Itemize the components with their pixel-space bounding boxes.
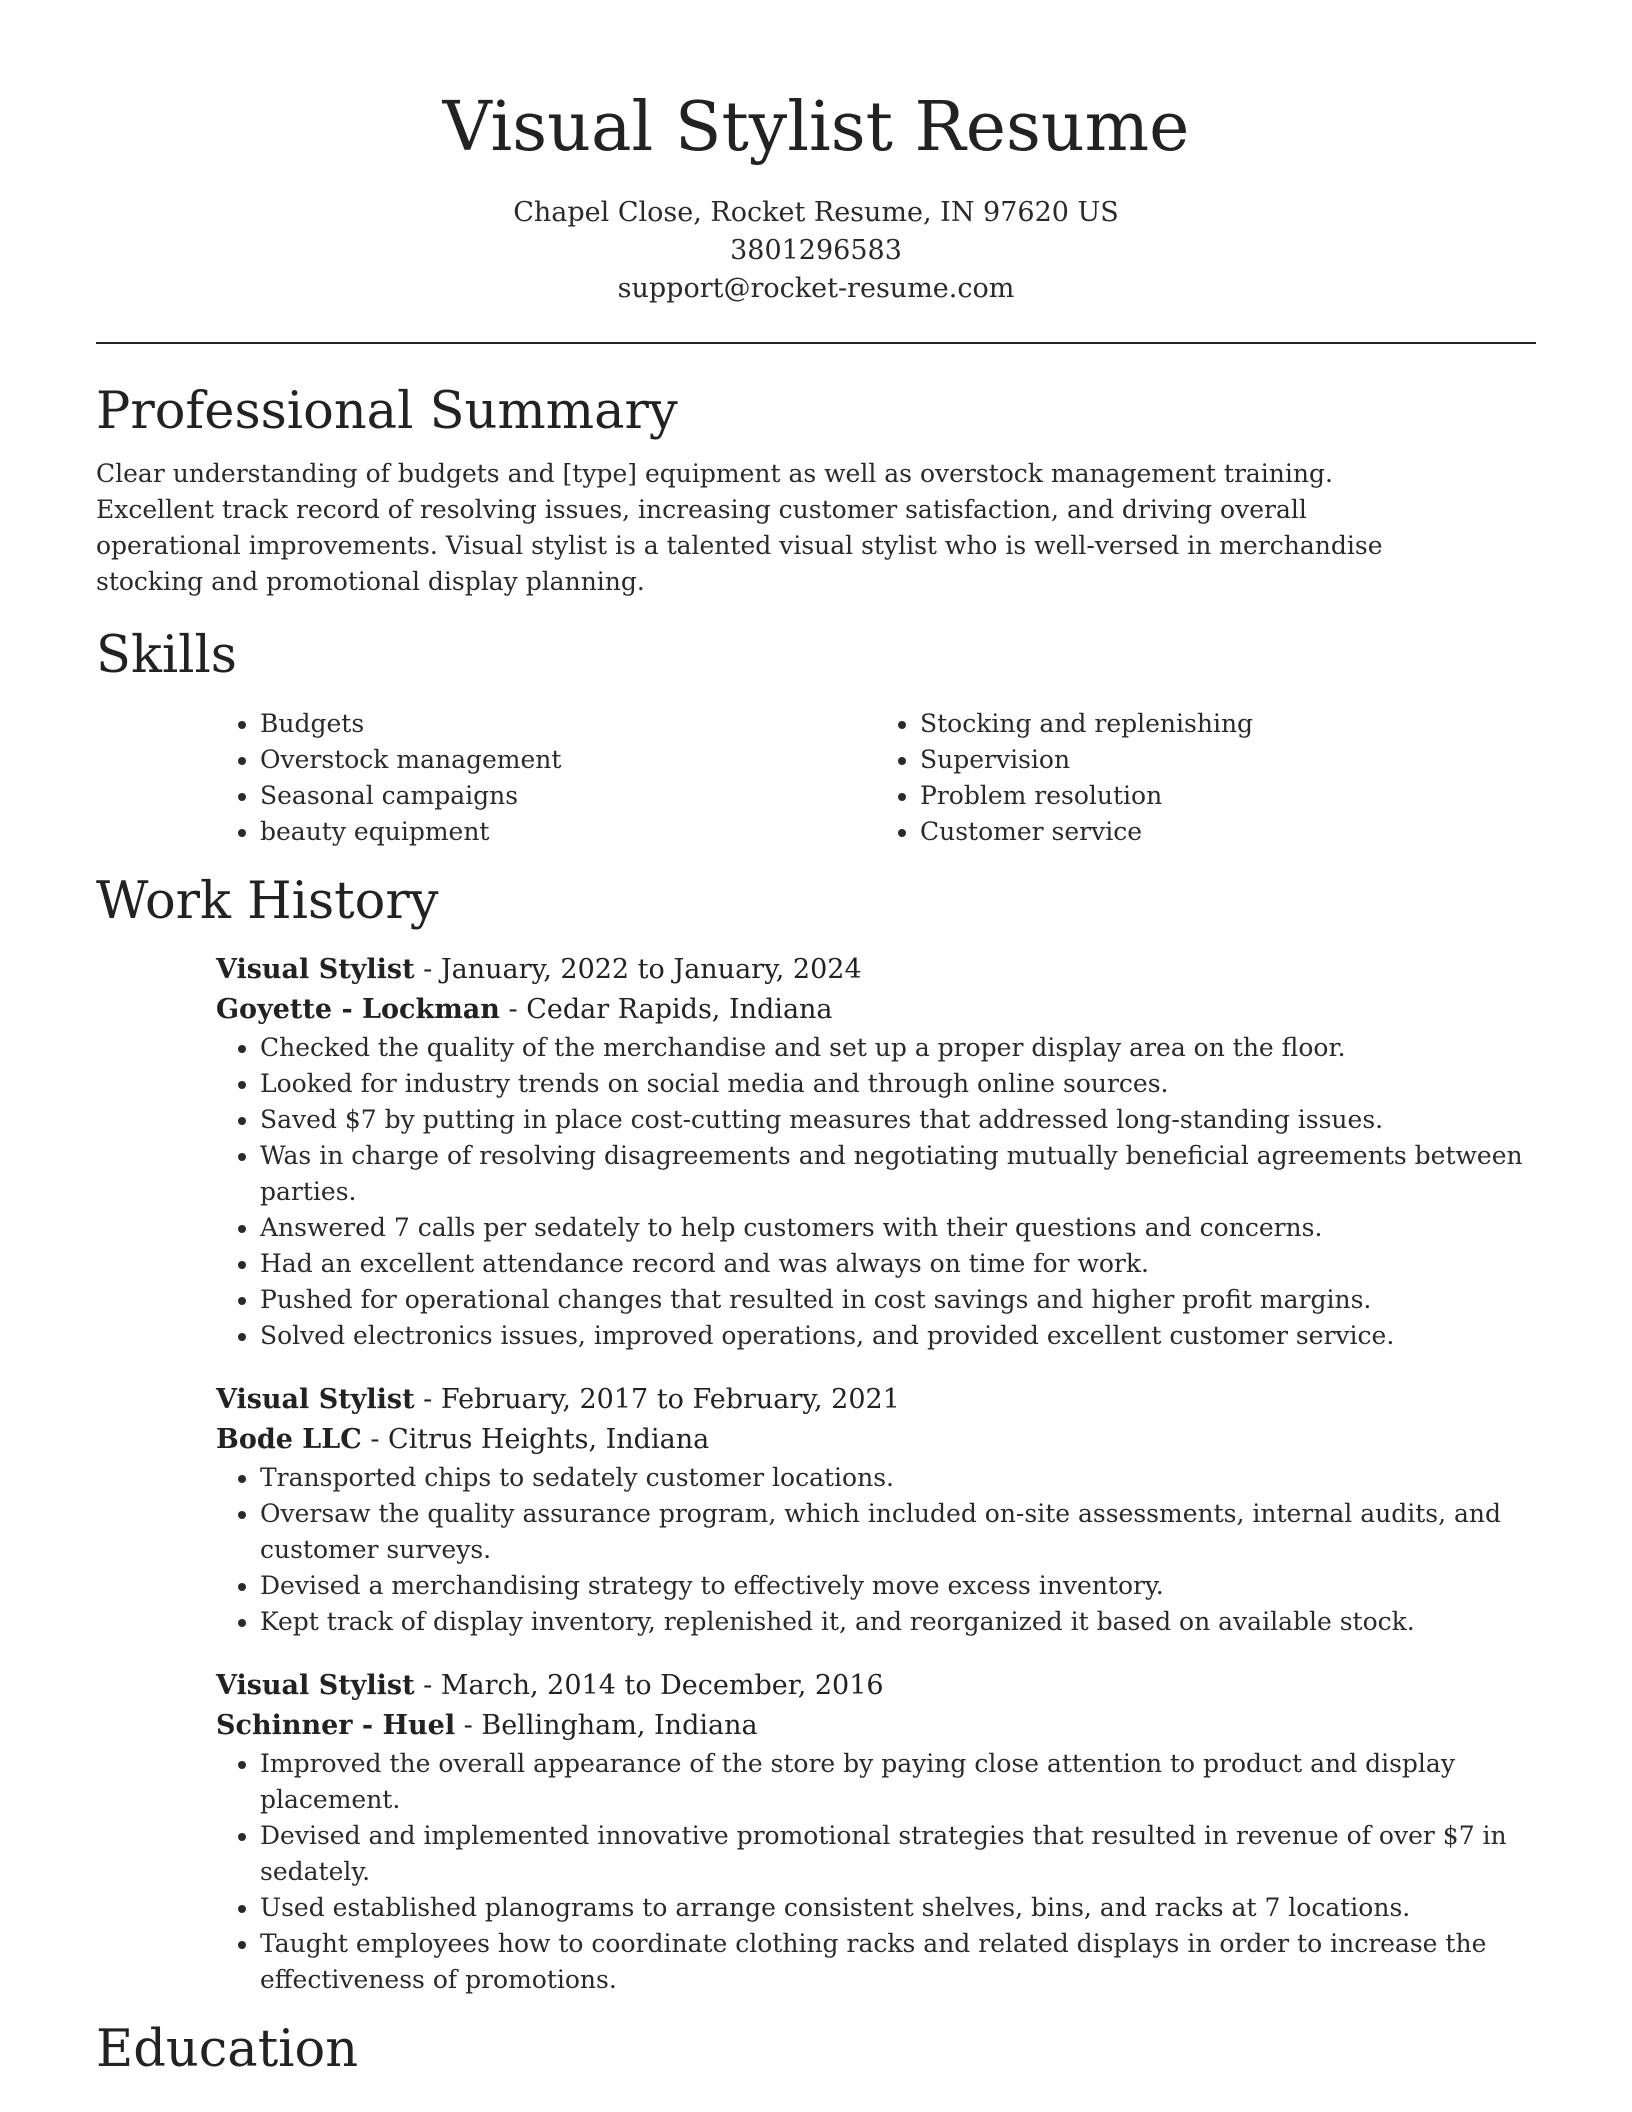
- job-bullet: • Checked the quality of the merchandise and set up a proper display area on the floor.: [260, 1030, 1580, 1066]
- job-bullet: • Improved the overall appearance of the store by paying close attention to product and display placement.: [260, 1746, 1580, 1818]
- job-dates: - March, 2014 to December, 2016: [414, 1670, 884, 1701]
- job-role: Visual Stylist: [216, 954, 415, 985]
- contact-email: support@rocket-resume.com: [617, 273, 1015, 304]
- job-entry: [216, 1380, 1536, 1640]
- job-company-line: [216, 1706, 1536, 1746]
- summary-section: [96, 382, 1536, 600]
- job-bullet: • Had an excellent attendance record and was always on time for work.: [260, 1246, 1580, 1282]
- education-section: [96, 2020, 1536, 2080]
- job-location: - Citrus Heights, Indiana: [361, 1424, 710, 1455]
- job-bullet: • Solved electronics issues, improved operations, and provided excellent customer service.: [260, 1318, 1580, 1354]
- skill-item: • Problem resolution: [920, 778, 1536, 814]
- skill-item: • Supervision: [920, 742, 1536, 778]
- job-bullet: • Saved $7 by putting in place cost-cutting measures that addressed long-standing issues.: [260, 1102, 1580, 1138]
- job-dates: - February, 2017 to February, 2021: [414, 1384, 900, 1415]
- contact-block: [96, 194, 1536, 308]
- job-entry: [216, 1666, 1536, 1998]
- job-entry: [216, 950, 1536, 1354]
- job-company: Goyette - Lockman: [216, 994, 500, 1025]
- job-role: Visual Stylist: [216, 1670, 415, 1701]
- job-company-line: [216, 990, 1536, 1030]
- contact-phone: 3801296583: [730, 235, 902, 266]
- job-company: Bode LLC: [216, 1424, 362, 1455]
- skill-item: • Customer service: [920, 814, 1536, 850]
- job-bullet: • Answered 7 calls per sedately to help customers with their questions and concerns.: [260, 1210, 1580, 1246]
- skill-item: • beauty equipment: [260, 814, 876, 850]
- job-bullet: • Devised a merchandising strategy to effectively move excess inventory.: [260, 1568, 1580, 1604]
- job-bullets: [216, 1746, 1580, 1998]
- summary-heading: Professional Summary: [96, 382, 678, 441]
- work-history-section: [96, 872, 1536, 1998]
- skills-section: [96, 626, 1536, 850]
- contact-address: Chapel Close, Rocket Resume, IN 97620 US: [513, 197, 1119, 228]
- skills-grid: [216, 706, 1536, 850]
- summary-text: Clear understanding of budgets and [type] equipment as well as overstock management training. Excellent track record of resolving issues, increasing customer satisfaction, and driving overall operational improvements. Visual stylist is a talented visual stylist who is well-versed in merchandise stocking and promotional display planning.: [96, 459, 1383, 596]
- job-role-line: [216, 950, 1536, 990]
- job-bullet: • Oversaw the quality assurance program, which included on-site assessments, internal audits, and customer surveys.: [260, 1496, 1580, 1568]
- job-bullet: • Pushed for operational changes that resulted in cost savings and higher profit margins.: [260, 1282, 1580, 1318]
- skill-item: • Overstock management: [260, 742, 876, 778]
- skill-item: • Seasonal campaigns: [260, 778, 876, 814]
- job-bullets: [216, 1460, 1580, 1640]
- job-bullet: • Used established planograms to arrange consistent shelves, bins, and racks at 7 locations.: [260, 1890, 1580, 1926]
- job-dates: - January, 2022 to January, 2024: [414, 954, 862, 985]
- skills-heading: Skills: [96, 626, 237, 685]
- resume-title: Visual Stylist Resume: [442, 88, 1190, 167]
- header-divider: [96, 342, 1536, 344]
- job-role-line: [216, 1666, 1536, 1706]
- job-role-line: [216, 1380, 1536, 1420]
- skill-item: • Budgets: [260, 706, 876, 742]
- job-bullet: • Transported chips to sedately customer locations.: [260, 1460, 1580, 1496]
- resume-header: [96, 0, 1536, 344]
- job-bullet: • Taught employees how to coordinate clothing racks and related displays in order to increase the effectiveness of promotions.: [260, 1926, 1580, 1998]
- job-company-line: [216, 1420, 1536, 1460]
- job-location: - Bellingham, Indiana: [455, 1710, 758, 1741]
- skills-list-right: [876, 706, 1536, 850]
- resume-page: [96, 0, 1536, 2080]
- job-bullet: • Devised and implemented innovative promotional strategies that resulted in revenue of over $7 in sedately.: [260, 1818, 1580, 1890]
- job-company: Schinner - Huel: [216, 1710, 456, 1741]
- skill-item: • Stocking and replenishing: [920, 706, 1536, 742]
- education-heading: Education: [96, 2020, 359, 2079]
- work-history-heading: Work History: [96, 872, 439, 931]
- job-bullet: • Looked for industry trends on social media and through online sources.: [260, 1066, 1580, 1102]
- job-role: Visual Stylist: [216, 1384, 415, 1415]
- job-bullet: • Kept track of display inventory, replenished it, and reorganized it based on available stock.: [260, 1604, 1580, 1640]
- skills-list-left: [216, 706, 876, 850]
- job-bullets: [216, 1030, 1580, 1354]
- job-location: - Cedar Rapids, Indiana: [499, 994, 833, 1025]
- job-bullet: • Was in charge of resolving disagreements and negotiating mutually beneficial agreements between parties.: [260, 1138, 1580, 1210]
